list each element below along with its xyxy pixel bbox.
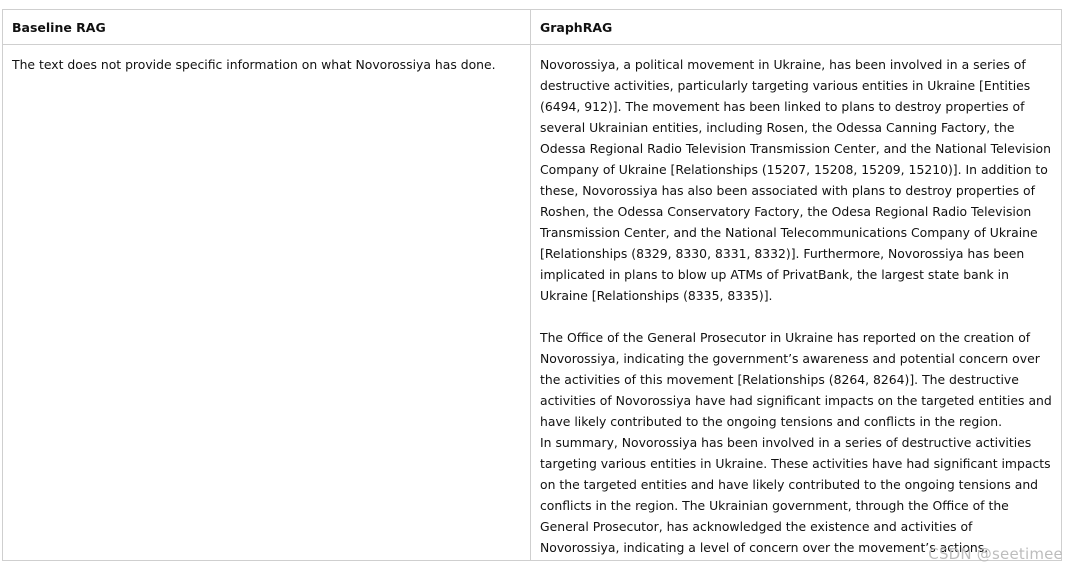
header-graphrag: GraphRAG (531, 10, 1062, 45)
table-row (3, 45, 1062, 561)
paragraph-spacer (540, 306, 1052, 327)
graphrag-answer-cell (531, 45, 1062, 561)
header-row (3, 10, 1062, 45)
baseline-answer-text: The text does not provide specific information on what Novorossiya has done. (12, 57, 496, 72)
graphrag-paragraph-2: The Office of the General Prosecutor in Ukraine has reported on the creation of Novorossiya, indicating the government’s awareness and potential concern over the activities of this movement [Relationships (8264, 8264)]. The destructive activities of Novorossiya have had significant impacts on the targeted entities and have likely contributed to the ongoing tensions and conflicts in the region. (540, 330, 1052, 429)
graphrag-paragraph-3: In summary, Novorossiya has been involved in a series of destructive activities targeting various entities in Ukraine. These activities have had significant impacts on the targeted entities and have likely contributed to the ongoing tensions and conflicts in the region. The Ukrainian government, through the Office of the General Prosecutor, has acknowledged the existence and activities of Novorossiya, indicating a level of concern over the movement’s actions. (540, 435, 1051, 555)
baseline-answer-cell (3, 45, 531, 561)
watermark: CSDN @seetimee (928, 545, 1063, 563)
comparison-table (2, 9, 1062, 561)
header-baseline-rag: Baseline RAG (3, 10, 531, 45)
graphrag-paragraph-1: Novorossiya, a political movement in Ukraine, has been involved in a series of destructive activities, particularly targeting various entities in Ukraine [Entities (6494, 912)]. The movement has been linked to plans to destroy properties of several Ukrainian entities, including Rosen, the Odessa Canning Factory, the Odessa Regional Radio Television Transmission Center, and the National Television Company of Ukraine [Relationships (15207, 15208, 15209, 15210)]. In addition to these, Novorossiya has also been associated with plans to destroy properties of Roshen, the Odessa Conservatory Factory, the Odesa Regional Radio Television Transmission Center, and the National Telecommunications Company of Ukraine [Relationships (8329, 8330, 8331, 8332)]. Furthermore, Novorossiya has been implicated in plans to blow up ATMs of PrivatBank, the largest state bank in Ukraine [Relationships (8335, 8335)]. (540, 57, 1051, 303)
